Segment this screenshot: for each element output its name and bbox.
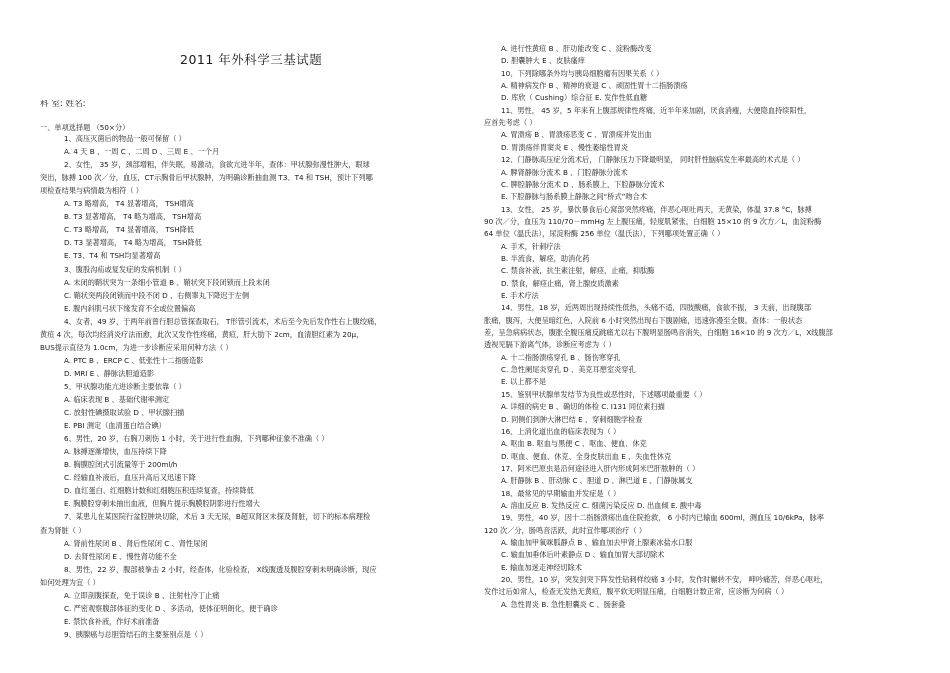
question-line: A. 临床表现 B 、基础代谢率测定 xyxy=(64,395,170,404)
question-line: 查为肾脏（ ） xyxy=(40,525,86,535)
question-line: 如何处理为宜（ ） xyxy=(40,577,100,587)
question-line: E. 以上都不是 xyxy=(501,377,547,387)
question-line: 19、男性，40 岁，因十二指肠溃疡出血住院抢救， 6 小时内已输血 600ml，测血压 10/6kPa，脉率 xyxy=(501,513,824,523)
question-line: E. PBI 测定（血清蛋白结合碘） xyxy=(64,421,166,431)
question-line: A. 肝静脉 B 、肝动脉 C 、胆道 D 、淋巴道 E 、门静脉属支 xyxy=(501,476,693,486)
question-line: 18、最常见的早期输血并发症是（ ） xyxy=(501,488,621,498)
question-line: 20、男性，10 岁，突发剑突下阵发性钻刺样绞痛 3 小时，发作时辗转不安， 呻吟痛苦，伴恶心呕吐， xyxy=(501,575,828,585)
question-line: 突出，脉搏 100 次／分，血压，CT示胸骨后甲状腺肿，为明确诊断抽血测 T3、T4 和 TSH，预计下列哪 xyxy=(40,173,373,183)
question-line: E. 胸膜腔穿刺未抽出血液，但胸片提示胸膜腔阴影进行性增大 xyxy=(64,499,260,509)
question-line: E. 腹内斜肌弓状下缘发育不全或位置偏高 xyxy=(64,303,196,313)
question-line: C. 脾腔静脉分流术 D 、肠系膜上，下腔静脉分流术 xyxy=(501,179,665,189)
question-line: A. 4 天 B 、一周 C 、二周 D 、三周 E 、一个月 xyxy=(64,147,220,157)
question-line: 5、甲状腺功能亢进诊断主要依靠（ ） xyxy=(64,381,186,391)
question-line: B. 胸膜腔闭式引流量等于 200ml/h xyxy=(64,460,178,470)
question-line: A. PTC B 、ERCP C 、低张性十二指肠造影 xyxy=(64,355,204,365)
question-line: D. T3 显著增高， T4 略为增高， TSH降低 xyxy=(64,238,202,248)
question-line: 13、女性， 25 岁，暴饮暴食后心窝部突然疼痛，伴恶心呕吐两天，无黄染，体温 37.8 °C，脉搏 xyxy=(501,204,812,214)
question-line: A. 急性胃炎 B. 急性胆囊炎 C 、肠套叠 xyxy=(501,599,626,609)
question-line: A. 手术，针刺疗法 xyxy=(501,241,561,251)
question-line: 14、男性，18 岁，近两周出现持续性低热，头痛不适，四肢酸痛，食欲不振， 3 天前，出现腹部 xyxy=(501,303,812,313)
question-line: 12、门静脉高压症分流术后， 门静脉压力下降最明显， 同时肝性脑病发生率最高的术式是（ ） xyxy=(501,155,805,165)
question-line: D. 胃溃疡伴胃窦炎 E 、慢性萎缩性胃炎 xyxy=(501,142,629,152)
question-line: C. 急性阑尾炎穿孔 D 、美克耳憩室炎穿孔 xyxy=(501,365,636,375)
question-line: C. 放射性碘摄取试验 D 、甲状腺扫描 xyxy=(64,408,185,418)
question-line: 11、男性， 45 岁，5 年来有上腹部规律性疼痛，近半年来加剧，厌食消瘦，大便隐血持续阳性， xyxy=(501,105,812,115)
question-line: 4、女者，49 岁，于两年前曾行胆总管探查取石， T形管引流术，术后至今先后发作性右上腹绞痛， xyxy=(64,316,382,326)
question-line: E. 手术疗法 xyxy=(501,291,539,300)
question-line: 10、下列除哪条外均与胰岛细胞瘤有因果关系（ ） xyxy=(501,68,664,78)
question-line: D. 禁食，解痉止痛，肾上腺皮质激素 xyxy=(501,278,619,288)
question-line: A. 详细的病史 B 、确切的体检 C. I131 同位素扫描 xyxy=(501,402,665,412)
question-line: E. 禁饮食补液，作好术前准备 xyxy=(64,616,160,626)
question-line: B. T3 显著增高， T4 略为增高， TSH增高 xyxy=(64,212,202,222)
question-line: A. 输血加甲氧咪胍静点 B 、输血加去甲肾上腺素冰盐水口服 xyxy=(501,538,693,547)
question-line: 项检查结果与病情最为相符（ ） xyxy=(40,186,143,196)
question-line: A. 十二指肠溃疡穿孔 B 、肠伤寒穿孔 xyxy=(501,352,621,362)
question-line: C. T3 略增高， T4 显著增高， TSH降低 xyxy=(64,225,195,235)
department-name-line: 科 室: 姓名: xyxy=(40,100,86,109)
question-line: 8、男性，22 岁，腹部被拳击 2 小时，经查体，化验检查， X线腹透及腹腔穿刺未明确诊断，现应 xyxy=(64,564,377,574)
question-line: E. 输血加迷走神经切除术 xyxy=(501,562,582,572)
question-line: D. 呕血、便血、休克、全身皮肤出血 E 、失血性休克 xyxy=(501,451,672,461)
question-line: A. 溶血反应 B. 发热反应 C. 细菌污染反应 D. 出血倾 E. 酸中毒 xyxy=(501,500,702,510)
section-title: 一、单项选择题 （50×分） xyxy=(40,123,130,132)
question-line: 1、高压灭菌后的物品一般可保留（ ） xyxy=(64,134,186,143)
question-line: A. 肾前性尿闭 B 、肾后性尿闭 C 、肾性尿闭 xyxy=(64,538,208,548)
question-line: C. 严密观察腹部体征的变化 D 、多活动，使体征明朗化，便于确诊 xyxy=(64,603,278,613)
question-line: A. 立即剖腹探查，免于误诊 B 、注射杜冷丁止痛 xyxy=(64,590,220,600)
question-line: C. 禁食补液，抗生素注射，解痉，止痛，抑肽酶 xyxy=(501,266,655,276)
question-line: C. 输血加垂体后叶素静点 D 、输血加胃大部切除术 xyxy=(501,550,665,560)
question-line: C. 鞘状突两段闭锁而中段不闭 D 、右侧睾丸下降迟于左侧 xyxy=(64,290,250,300)
question-line: D. 库欣（ Cushing）综合征 E. 发作性低血糖 xyxy=(501,93,648,103)
question-line: E. T3、T4 和 TSH均显著增高 xyxy=(64,251,161,261)
question-line: 应首先考虑（ ） xyxy=(484,118,537,128)
question-line: 120 次／分，肠鸣音活跃，此时宜作哪项治疗（ ） xyxy=(484,525,647,535)
question-line: 17、阿米巴原虫是沿何途径进入肝内形成阿米巴肝脓肿的（ ） xyxy=(501,463,700,473)
question-line: 7、某患儿在某医院行盆腔肿块切除，术后 3 天无尿，B超双肾区未探及肾脏，切下的标本病理检 xyxy=(64,512,371,522)
question-line: A. 胃溃疡 B 、胃溃疡恶变 C 、胃溃疡并发出血 xyxy=(501,130,652,140)
question-line: 差，呈急病病状态，腹胀全腹压痛反跳痛尤以右下腹明显肠鸣音消失，白细胞 16×10 的 9 次方／L，X线腹部 xyxy=(484,328,833,338)
question-line: A. 精神病发作 B 、精神的衰退 C 、顽固性胃十二指肠溃疡 xyxy=(501,81,688,91)
question-line: D. 同侧们到肿大淋巴结 E 、穿刺细胞学检查 xyxy=(501,414,643,424)
question-line: 3、腹股沟疝或复发症的发病机制（ ） xyxy=(64,264,186,274)
question-line: A. 进行性黄疸 B 、肝功能改变 C 、淀粉酶改变 xyxy=(501,44,652,53)
question-line: 90 次／分，血压为 110/70－mmHg 左上腹压痛，轻度肌紧张，白细胞 15×10 的 9 次方／L，血淀粉酶 xyxy=(484,216,822,226)
question-line: A. 脾肾静脉分流术 B 、门腔静脉分流术 xyxy=(501,167,628,177)
question-line: A. 呕血 B. 呕血与黑便 C 、呕血、便血、休克 xyxy=(501,439,647,449)
question-line: 黄疸 4 次，每次均经消炎疗法而愈，此次又发作性疼痛，黄疸，肝大肋下 2cm，血清胆红素为 20μ， xyxy=(40,329,364,339)
question-line: C. 经输血补液后，血压升高后又迅速下降 xyxy=(64,473,196,483)
question-line: A. T3 略增高， T4 显著增高， TSH增高 xyxy=(64,199,194,209)
question-line: 透视见膈下游离气体，诊断应考虑为（ ） xyxy=(484,340,616,350)
question-line: D. 去肾性尿闭 E 、慢性肾功能不全 xyxy=(64,551,177,561)
question-line: B. 半流食，解痉，助消化药 xyxy=(501,253,590,263)
question-line: 发作过后如常人，检查无发热无黄疸，腹平软无明显压痛，白细胞计数正常，应诊断为何病（ ） xyxy=(484,587,789,597)
exam-title: 2011 年外科学三基试题 xyxy=(180,52,323,67)
question-line: BUS提示直径为 1.0cm，为进一步诊断应采用何种方法（ ） xyxy=(40,342,233,352)
question-line: A. 脉搏逐渐增快，血压持续下降 xyxy=(64,447,167,457)
question-line: 15、鉴别甲状腺单发结节为良性或恶性时，下述哪项最重要（ ） xyxy=(501,389,707,399)
question-line: A. 未闭的鞘状突为一条细小管道 B 、鞘状突下段闭锁而上段未闭 xyxy=(64,277,270,287)
question-line: 6、男性，20 岁，右胸刀刺伤 1 小时，关于进行性血胸，下列哪种征象不准确（ ） xyxy=(64,434,329,444)
question-line: 16、上消化道出血的临床表现为（ ） xyxy=(501,426,621,436)
question-line: 9、胰腺癌与总胆管结石的主要鉴别点是（ ） xyxy=(64,629,208,639)
question-line: 64 单位（温氏法），尿淀粉酶 256 单位（温氏法），下列哪项处置正确（ ） xyxy=(484,229,725,239)
question-line: D. 胆囊肿大 E 、皮肤瘙痒 xyxy=(501,56,585,66)
question-line: E. 下腔静脉与肠系膜上静脉之间“桥式”吻合术 xyxy=(501,192,647,202)
question-line: 2、女性， 35 岁，颈部增粗，伴失眠，易激动，食欲亢进半年，查体：甲状腺弥漫性肿大，眼球 xyxy=(64,160,370,170)
question-line: D. MRI E 、静脉法胆道造影 xyxy=(64,368,155,378)
question-line: 胀痛，腹泻，大便呈暗红色，入院前 6 小时突然出现右下腹剧痛，迅速弥漫至全腹。查体：一般状态 xyxy=(484,315,803,325)
question-line: D. 血红蛋白、红细胞计数和红细胞压积连续复查，持续降低 xyxy=(64,486,254,496)
